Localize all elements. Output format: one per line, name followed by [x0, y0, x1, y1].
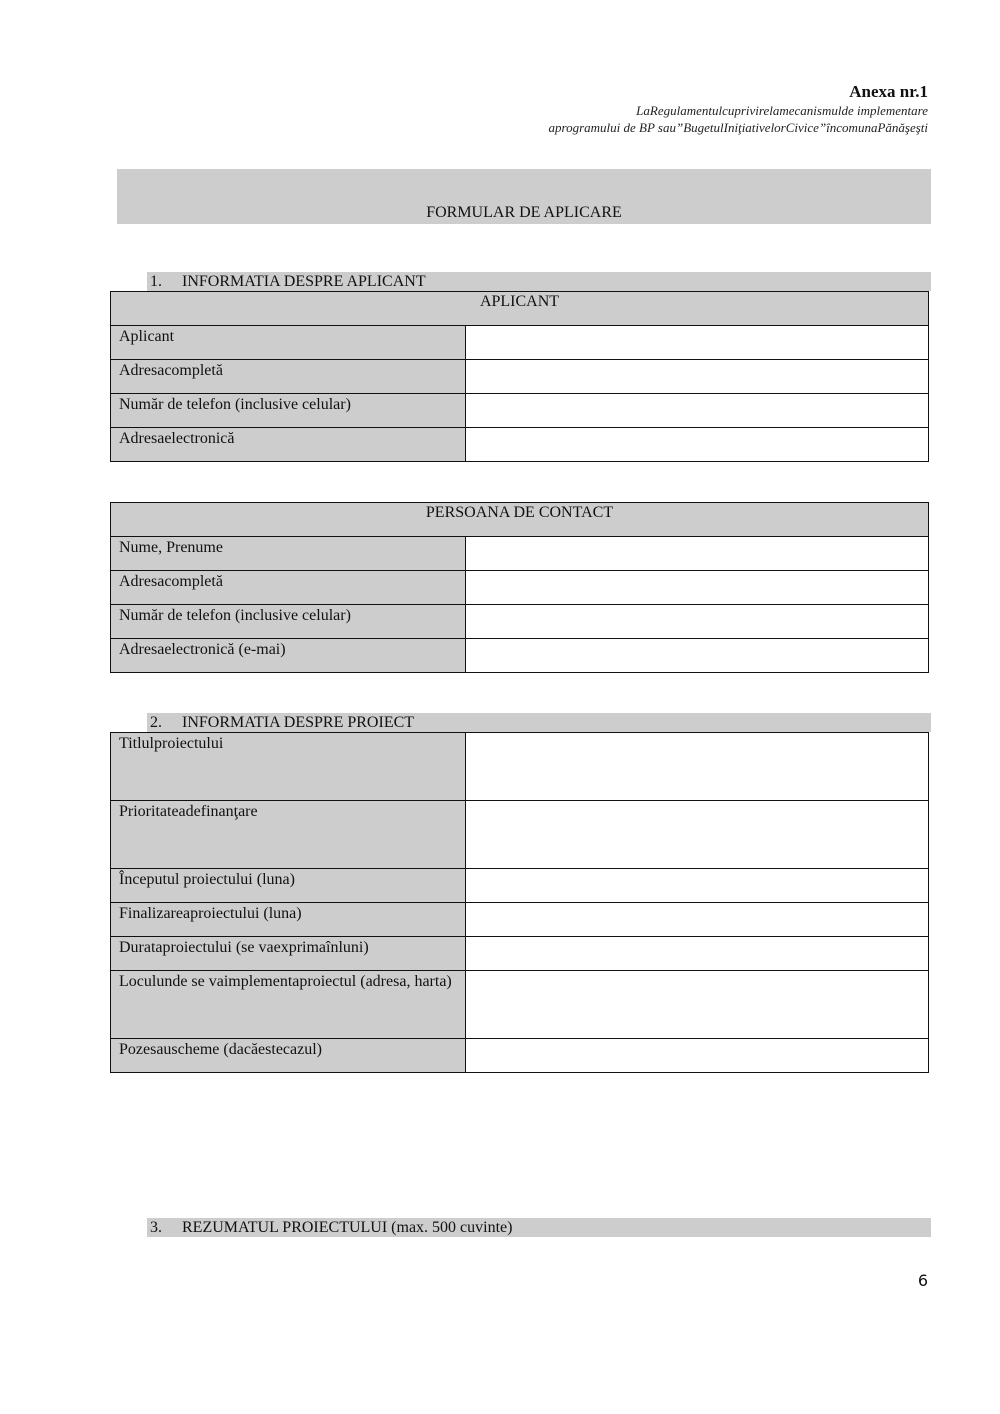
row-label: Aplicant [111, 326, 466, 360]
project-table [110, 732, 929, 1073]
section-2-number: 2. [150, 714, 162, 731]
row-label: Adresacompletă [111, 571, 466, 605]
row-label: Adresaelectronică (e-mai) [111, 639, 466, 673]
form-title-band [117, 169, 931, 224]
row-label: Titlulproiectului [111, 733, 466, 801]
table-row [111, 605, 929, 639]
row-label: Loculunde se vaimplementaproiectul (adresa, harta) [111, 971, 466, 1039]
applicant-name-field[interactable] [466, 326, 929, 360]
annex-subtitle-line1: LaRegulamentulcuprivirelamecanismulde implementare [636, 103, 928, 118]
applicant-email-field[interactable] [466, 428, 929, 462]
table-row [111, 937, 929, 971]
applicant-table-header: APLICANT [111, 292, 929, 326]
applicant-table [110, 291, 929, 462]
page-number: 6 [917, 1271, 928, 1290]
contact-phone-field[interactable] [466, 605, 929, 639]
row-label: Număr de telefon (inclusive celular) [111, 394, 466, 428]
table-row [111, 869, 929, 903]
section-3-number: 3. [150, 1219, 162, 1236]
table-row [111, 971, 929, 1039]
contact-email-field[interactable] [466, 639, 929, 673]
photos-schemes-field[interactable] [466, 1039, 929, 1073]
row-label: Pozesauscheme (dacăestecazul) [111, 1039, 466, 1073]
table-row [111, 801, 929, 869]
section-2-title: INFORMATIA DESPRE PROIECT [182, 714, 415, 731]
section-3-title: REZUMATUL PROIECTULUI (max. 500 cuvinte) [182, 1219, 513, 1236]
section-1-heading [147, 272, 931, 291]
contact-table [110, 502, 929, 673]
row-label: Nume, Prenume [111, 537, 466, 571]
section-1-title: INFORMATIA DESPRE APLICANT [182, 273, 426, 290]
funding-priority-field[interactable] [466, 801, 929, 869]
project-end-field[interactable] [466, 903, 929, 937]
row-label: Începutul proiectului (luna) [111, 869, 466, 903]
row-label: Finalizareaproiectului (luna) [111, 903, 466, 937]
contact-name-field[interactable] [466, 537, 929, 571]
project-duration-field[interactable] [466, 937, 929, 971]
applicant-phone-field[interactable] [466, 394, 929, 428]
annex-subtitle-line2: aprogramului de BP sau”BugetulIniţiativelorCivice”încomunaPănăşeşti [548, 120, 928, 135]
table-row [111, 733, 929, 801]
form-title: FORMULAR DE APLICARE [426, 204, 622, 221]
section-2-heading [147, 713, 931, 732]
table-row [111, 903, 929, 937]
contact-address-field[interactable] [466, 571, 929, 605]
table-row [111, 639, 929, 673]
annex-title: Anexa nr.1 [849, 82, 928, 101]
project-title-field[interactable] [466, 733, 929, 801]
table-row [111, 326, 929, 360]
table-row [111, 1039, 929, 1073]
applicant-address-field[interactable] [466, 360, 929, 394]
annex-header [549, 82, 929, 136]
row-label: Adresaelectronică [111, 428, 466, 462]
contact-table-header: PERSOANA DE CONTACT [111, 503, 929, 537]
section-1-number: 1. [150, 273, 162, 290]
row-label: Număr de telefon (inclusive celular) [111, 605, 466, 639]
project-start-field[interactable] [466, 869, 929, 903]
project-location-field[interactable] [466, 971, 929, 1039]
table-row [111, 394, 929, 428]
row-label: Prioritateadefinanţare [111, 801, 466, 869]
table-row [111, 571, 929, 605]
table-row [111, 537, 929, 571]
table-row [111, 360, 929, 394]
table-row [111, 428, 929, 462]
section-3-heading [147, 1218, 931, 1237]
row-label: Durataproiectului (se vaexprimaînluni) [111, 937, 466, 971]
row-label: Adresacompletă [111, 360, 466, 394]
